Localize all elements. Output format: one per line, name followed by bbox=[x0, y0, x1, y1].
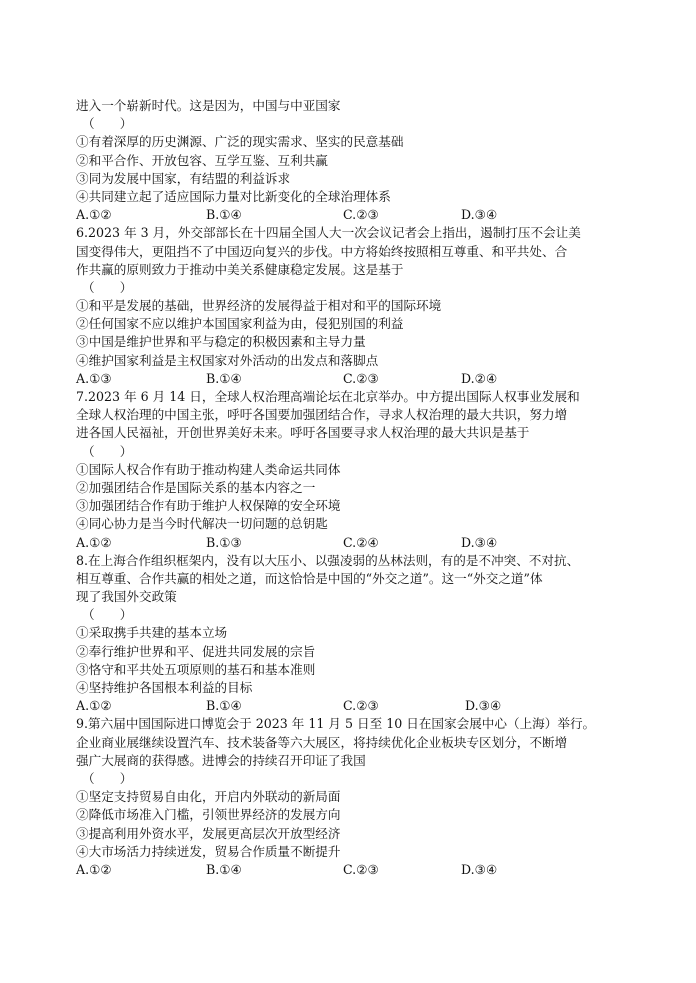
question-8 bbox=[76, 552, 624, 716]
option-a: A.①② bbox=[76, 207, 112, 223]
option-a: A.①③ bbox=[76, 370, 112, 386]
statement-item: ③中国是维护世界和平与稳定的积极因素和主导力量 bbox=[76, 334, 366, 350]
answer-blank: （ ） bbox=[82, 116, 133, 132]
question-stem-line: 强广大展商的获得感。进博会的持续召开印证了我国 bbox=[76, 752, 366, 768]
answer-options bbox=[76, 534, 624, 552]
question-stem-line: 7.2023 年 6 月 14 日，全球人权治理高端论坛在北京举办。中方提出国际人权事业发展和 bbox=[76, 389, 580, 404]
statement-item: ②任何国家不应以维护本国国家利益为由，侵犯别国的利益 bbox=[76, 316, 404, 332]
option-d: D.③④ bbox=[461, 861, 498, 877]
statement-item: ④维护国家利益是主权国家对外活动的出发点和落脚点 bbox=[76, 352, 379, 368]
question-stem-line: 国变得伟大，更阻挡不了中国迈向复兴的步伐。中方将始终按照相互尊重、和平共处、合 bbox=[76, 243, 568, 259]
answer-blank: （ ） bbox=[82, 770, 133, 786]
question-stem-line: 8.在上海合作组织框架内，没有以大压小、以强凌弱的丛林法则，有的是不冲突、不对抗、 bbox=[76, 552, 580, 568]
option-d: D.③④ bbox=[461, 207, 498, 223]
option-b: B.①④ bbox=[206, 370, 242, 386]
statement-item: ②和平合作、开放包容、互学互鉴、互利共赢 bbox=[76, 152, 328, 168]
question-9 bbox=[76, 715, 624, 879]
question-stem-line: 6.2023 年 3 月，外交部部长在十四届全国人大一次会议记者会上指出，遏制打压不会让美 bbox=[76, 225, 581, 241]
statement-item: ①坚定支持贸易自由化，开启内外联动的新局面 bbox=[76, 789, 341, 805]
statement-item: ②奉行维护世界和平、促进共同发展的宗旨 bbox=[76, 643, 316, 659]
question-stem-line: 现了我国外交政策 bbox=[76, 589, 177, 605]
question-stem-line: 作共赢的原则致力于推动中美关系健康稳定发展。这是基于 bbox=[76, 261, 404, 277]
exam-page bbox=[76, 97, 624, 879]
option-c: C.②③ bbox=[343, 861, 379, 877]
option-d: D.③④ bbox=[465, 698, 502, 714]
question-stem-line: 9.第六届中国国际进口博览会于 2023 年 11 月 5 日至 10 日在国家会展中心（上海）举行。 bbox=[76, 716, 596, 732]
statement-item: ②加强团结合作是国际关系的基本内容之一 bbox=[76, 479, 316, 495]
statement-item: ③恪守和平共处五项原则的基石和基本准则 bbox=[76, 661, 316, 677]
question-stem-line: 进入一个崭新时代。这是因为，中国与中亚国家 bbox=[76, 98, 341, 113]
option-a: A.①② bbox=[76, 861, 112, 877]
question-stem-line: 全球人权治理的中国主张，呼吁各国要加强团结合作，寻求人权治理的最大共识，努力增 bbox=[76, 407, 568, 423]
option-d: D.③④ bbox=[461, 534, 498, 550]
statement-item: ④坚持维护各国根本利益的目标 bbox=[76, 680, 253, 695]
option-a: A.①② bbox=[76, 534, 112, 550]
answer-blank: （ ） bbox=[82, 443, 133, 459]
statement-item: ①国际人权合作有助于推动构建人类命运共同体 bbox=[76, 461, 341, 477]
option-c: C.②③ bbox=[343, 698, 379, 714]
statement-item: ④共同建立起了适应国际力量对比新变化的全球治理体系 bbox=[76, 188, 391, 204]
question-6 bbox=[76, 224, 624, 388]
option-c: C.②③ bbox=[343, 370, 379, 386]
statement-item: ③同为发展中国家，有结盟的利益诉求 bbox=[76, 170, 291, 186]
question-stem-line: 企业商业展继续设置汽车、技术装备等六大展区，将持续优化企业板块专区划分，不断增 bbox=[76, 734, 568, 750]
option-c: C.②③ bbox=[343, 207, 379, 223]
option-d: D.②④ bbox=[461, 370, 498, 386]
answer-options bbox=[76, 206, 624, 224]
question-stem-line: 相互尊重、合作共赢的相处之道，而这恰恰是中国的“外交之道”。这一“外交之道”体 bbox=[76, 570, 543, 586]
option-b: B.①④ bbox=[206, 698, 242, 714]
statement-item: ②降低市场准入门槛，引领世界经济的发展方向 bbox=[76, 807, 341, 823]
answer-options bbox=[76, 697, 624, 715]
statement-item: ①和平是发展的基础，世界经济的发展得益于相对和平的国际环境 bbox=[76, 298, 442, 314]
statement-item: ①采取携手共建的基本立场 bbox=[76, 625, 228, 641]
option-a: A.①② bbox=[76, 698, 112, 714]
statement-item: ③加强团结合作有助于维护人权保障的安全环境 bbox=[76, 498, 341, 514]
statement-item: ③提高利用外资水平，发展更高层次开放型经济 bbox=[76, 825, 341, 841]
answer-options bbox=[76, 370, 624, 388]
option-b: B.①④ bbox=[206, 207, 242, 223]
answer-blank: （ ） bbox=[82, 607, 133, 623]
statement-item: ④同心协力是当今时代解决一切问题的总钥匙 bbox=[76, 516, 328, 532]
answer-options bbox=[76, 861, 624, 879]
question-5 bbox=[76, 97, 624, 224]
statement-item: ④大市场活力持续迸发，贸易合作质量不断提升 bbox=[76, 843, 341, 859]
question-7 bbox=[76, 388, 624, 552]
answer-blank: （ ） bbox=[82, 279, 133, 295]
question-stem-line: 进各国人民福祉，开创世界美好未来。呼吁各国要寻求人权治理的最大共识是基于 bbox=[76, 425, 530, 441]
option-b: B.①④ bbox=[206, 861, 242, 877]
option-b: B.①③ bbox=[206, 534, 242, 550]
statement-item: ①有着深厚的历史渊源、广泛的现实需求、坚实的民意基础 bbox=[76, 134, 404, 150]
option-c: C.②④ bbox=[343, 534, 379, 550]
